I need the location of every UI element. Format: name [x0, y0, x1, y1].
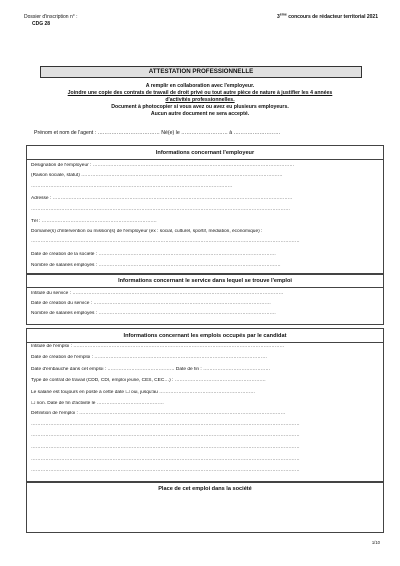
place-section — [26, 481, 384, 533]
employer-name-field[interactable]: Désignation de l'employeur : ……………………………………………………………………………………………………………… — [31, 163, 295, 168]
job-definition-line[interactable]: …………………………………………………………………………………………………………………………………………………… — [31, 433, 300, 438]
instruction-line: d'activités professionnelles. — [165, 97, 235, 103]
jobs-section-title: Informations concernant les emplois occupés par le candidat — [123, 333, 287, 339]
job-definition-line[interactable]: …………………………………………………………………………………………………………………………………………………… — [31, 468, 300, 473]
job-creation-date-field[interactable]: Date de création de l'emploi : ……………………………………………………………………………………………… — [31, 355, 267, 360]
instructions — [40, 83, 360, 118]
exam-ordinal: 3 — [277, 14, 280, 20]
divider — [27, 342, 383, 343]
header-left — [24, 14, 78, 28]
service-employees-field[interactable]: Nombre de salariés employés : ………………………………………………………………………………………………… — [31, 311, 276, 316]
employer-section — [26, 145, 384, 275]
cdg-code: CDG 28 — [32, 21, 51, 27]
hire-date-field[interactable]: Date d'embauche dans cet emploi : …………………………………… Date de fin : …………………………………… — [31, 367, 271, 372]
employer-address-field-2[interactable]: ……………………………………………………………………………………………………………………………………………… — [31, 207, 291, 212]
employer-domain-label: Domaine(s) d'intervention ou mission(s) de l'employeur (ex : social, culturel, sportif, médiation, économique) : — [31, 229, 263, 234]
service-section — [26, 273, 384, 325]
employer-phone-field[interactable]: Tél : ……………………………………………………………… — [31, 219, 157, 224]
instruction-line: Document à photocopier si vous avez ou avez eu plusieurs employeurs. — [111, 104, 289, 110]
exam-rest: concours de rédacteur territorial 2021 — [286, 14, 378, 20]
service-creation-date-field[interactable]: Date de création du service : ………………………………………………………………………………………………… — [31, 301, 271, 306]
contract-type-field[interactable]: Type de contrat de travail (CDD, CDI, emploi jeune, CES, CEC…) : ………………………………………………… — [31, 378, 266, 383]
service-name-field[interactable]: Intitulé du service : …………………………………………………………………………………………………………………… — [31, 291, 284, 296]
employer-domain-field[interactable]: …………………………………………………………………………………………………………………………………………………… — [31, 239, 300, 244]
job-definition-line[interactable]: …………………………………………………………………………………………………………………………………………………… — [31, 422, 300, 427]
instruction-line: Joindre une copie des contrats de travail de droit privé ou tout autre pièce de nature à justifier les 4 années — [67, 90, 333, 96]
divider — [27, 287, 383, 288]
job-definition-field[interactable]: Définition de l'emploi : ………………………………………………………………………………………………………………… — [31, 411, 286, 416]
place-section-title: Place de cet emploi dans la société — [158, 486, 252, 492]
employer-status-field[interactable]: (Raison sociale, statut) ……………………………………………………………………………………………………………… — [31, 173, 283, 178]
still-employed-no-option[interactable]: ☐ non. Date de fin d'activité le …………………………………… — [31, 401, 164, 406]
document-title: ATTESTATION PROFESSIONNELLE — [40, 66, 362, 78]
exam-title — [277, 14, 378, 20]
job-title-field[interactable]: Intitulé de l'emploi : …………………………………………………………………………………………………………………… — [31, 344, 285, 349]
employer-extra-field[interactable]: ……………………………………………………………………………………………………………… — [31, 184, 233, 189]
employer-section-title: Informations concernant l'employeur — [155, 150, 255, 156]
job-definition-line[interactable]: …………………………………………………………………………………………………………………………………………………… — [31, 445, 300, 450]
company-employees-field[interactable]: Nombre de salariés employés : …………………………………………………………………………………………………… — [31, 263, 281, 268]
still-employed-yes-option[interactable]: Le salarié est toujours en poste à cette date ☐ oui, jusqu'au …………………………………………………… — [31, 390, 256, 395]
dossier-label: Dossier d'inscription n° : — [24, 14, 78, 20]
divider — [27, 159, 383, 160]
job-definition-line[interactable]: …………………………………………………………………………………………………………………………………………………… — [31, 457, 300, 462]
agent-identity-field[interactable]: Prénom et nom de l'agent : ……………………………… Né(e) le ……………………… à ……………………… — [34, 130, 281, 136]
instruction-line: A remplir en collaboration avec l'employeur. — [145, 83, 255, 89]
instruction-line: Aucun autre document ne sera accepté. — [150, 111, 250, 117]
page-number: 1/10 — [371, 540, 380, 545]
exam-ordinal-suffix: ème — [279, 12, 287, 17]
employer-address-field[interactable]: Adresse : …………………………………………………………………………………………………………………………………… — [31, 196, 293, 201]
company-creation-date-field[interactable]: Date de création de la société : ………………………………………………………………………………………………… — [31, 252, 276, 257]
service-section-title: Informations concernant le service dans lequel se trouve l'emploi — [118, 278, 292, 284]
jobs-section — [26, 328, 384, 483]
